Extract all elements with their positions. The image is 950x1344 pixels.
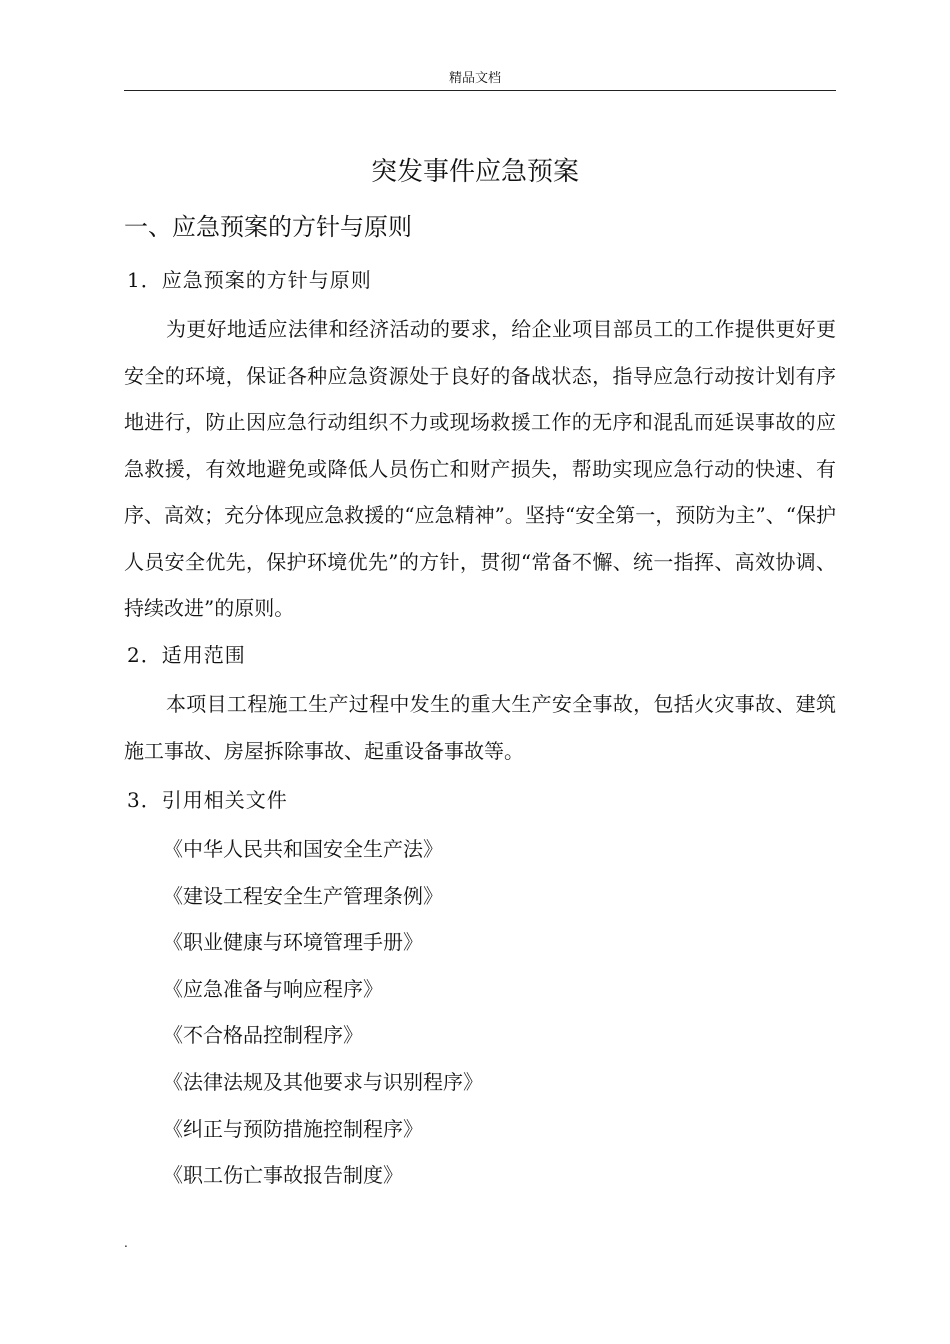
reference-item: 《职业健康与环境管理手册》 xyxy=(163,930,423,955)
subsection-heading-1: 1．应急预案的方针与原则 xyxy=(127,268,372,292)
reference-item: 《职工伤亡事故报告制度》 xyxy=(163,1163,403,1188)
header-divider xyxy=(124,90,836,91)
page-header: 精品文档 xyxy=(448,71,501,86)
reference-list xyxy=(163,832,483,1205)
reference-item: 《法律法规及其他要求与识别程序》 xyxy=(163,1069,483,1094)
subsection-heading-3: 3．引用相关文件 xyxy=(127,788,288,812)
document-title: 突发事件应急预案 xyxy=(370,157,579,187)
scope-paragraph: 本项目工程施工生产过程中发生的重大生产安全事故，包括火灾事故、建筑施工事故、房屋拆除事故、起重设备事故等。 xyxy=(124,692,836,763)
reference-item: 《应急准备与响应程序》 xyxy=(163,976,383,1001)
reference-item: 《建设工程安全生产管理条例》 xyxy=(163,883,443,908)
section-heading: 一、应急预案的方针与原则 xyxy=(124,213,412,241)
principles-paragraph: 为更好地适应法律和经济活动的要求，给企业项目部员工的工作提供更好更安全的环境，保证各种应急资源处于良好的备战状态，指导应急行动按计划有序地进行，防止因应急行动组织不力或现场救援工作的无序和混乱而延误事故的应急救援，有效地避免或降低人员伤亡和财产损失，帮助实现应急行动的快速、有序、高效；充分体现应急救援的“应急精神”。坚持“安全第一，预防为主”、“保护人员安全优先，保护环境优先”的方针，贯彻“常备不懈、统一指挥、高效协调、持续改进”的原则。 xyxy=(124,317,836,620)
reference-item: 《不合格品控制程序》 xyxy=(163,1023,363,1048)
footer-mark: . xyxy=(124,1236,128,1250)
reference-item: 《中华人民共和国安全生产法》 xyxy=(163,837,443,861)
subsection-heading-2: 2．适用范围 xyxy=(127,643,246,667)
reference-item: 《纠正与预防措施控制程序》 xyxy=(163,1116,423,1141)
